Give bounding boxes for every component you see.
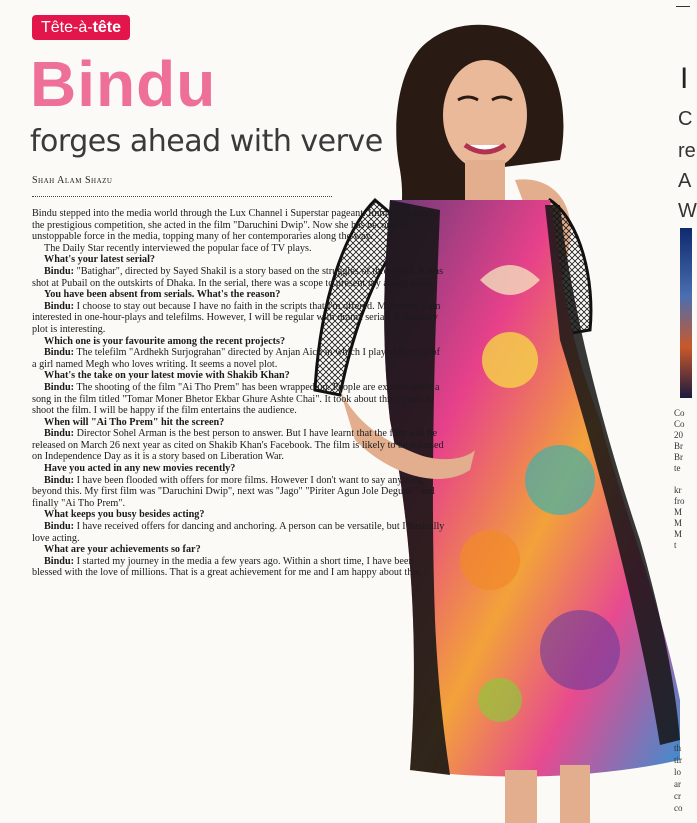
speaker-label: Bindu: (44, 300, 75, 312)
adjacent-bottom-line: ar (674, 779, 681, 789)
interview-answer (32, 347, 445, 370)
adjacent-caption-line: t (674, 540, 677, 550)
answer-text: The shooting of the film "Ai Tho Prem" has been wrapped up. People are excited about a song in the film titled "Tomar Moner Bhetor Ekbar Ghure Ashte Chai". It took about three years to shoot the film. I will be happy if the film entertains the audience. (32, 381, 440, 417)
adjacent-line: C (678, 108, 693, 130)
adjacent-column (668, 0, 697, 823)
speaker-label: Bindu: (44, 265, 75, 277)
speaker-label: Bindu: (44, 474, 75, 486)
adjacent-caption-line: kr (674, 485, 682, 495)
adjacent-bottom-line: th (674, 743, 682, 753)
section-tag (32, 15, 130, 40)
article-body (32, 208, 445, 579)
answer-text: Director Sohel Arman is the best person to answer. But I have learnt that the film will be released on March 26 next year as cited on Shakib Khan's Facebook. The film is likely to be released on Independence Day as it is a story based on Liberation War. (32, 428, 444, 463)
adjacent-caption-line: fro (674, 496, 685, 506)
interview-question: When will "Ai Tho Prem" hit the screen? (44, 416, 225, 428)
adjacent-bottom-line: cr (674, 791, 681, 801)
interview-question: What's your latest serial? (44, 254, 156, 266)
adjacent-caption-line: Co (674, 408, 685, 418)
adjacent-caption-line: 20 (674, 430, 683, 440)
answer-text: "Batighar", directed by Sayed Shakil is a story based on the struggles of three girls. It was shot at Pubail on the outskirts of Dhaka. In the serial, there was a scope to present my acting skills. (32, 265, 444, 289)
answer-text: I started my journey in the media a few years ago. Within a short time, I have been blessed with the love of millions. That is a great achievement for me and I am happy about this. (32, 555, 422, 579)
adjacent-line: A (678, 170, 692, 192)
interview-question: What are your achievements so far? (44, 544, 201, 556)
adjacent-caption-line: Br (674, 441, 683, 451)
interview-question: Have you acted in any new movies recently? (44, 463, 236, 475)
answer-text: I have been flooded with offers for more films. However I don't want to say anything beyond this. My first film was "Daruchini Dwip", next was "Jago" "Piriter Agun Jole Deguun" and finally "Ai Tho Prem". (32, 474, 435, 509)
speaker-label: Bindu: (44, 347, 75, 359)
adjacent-photo-strip (680, 228, 692, 398)
adjacent-caption-line: M (674, 529, 683, 539)
adjacent-caption-line: M (674, 507, 683, 517)
interview-answer (32, 521, 445, 544)
adjacent-headline-letter: I (680, 62, 689, 95)
adjacent-caption-line: Br (674, 452, 683, 462)
interview-answer (32, 475, 445, 510)
adjacent-caption-line: M (674, 518, 683, 528)
speaker-label: Bindu: (44, 428, 75, 440)
interview-question: What's the take on your latest movie with Shakib Khan? (44, 370, 290, 382)
interview-answer (32, 266, 445, 289)
adjacent-line: W (678, 200, 697, 222)
interview-question: What keeps you busy besides acting? (44, 509, 205, 521)
subheadline: forges ahead with verve (30, 124, 383, 159)
section-tag-prefix: Tête-à- (41, 19, 93, 36)
interview-answer (32, 301, 445, 336)
body-paragraph: The Daily Star recently interviewed the popular face of TV plays. (44, 242, 312, 254)
interview-answer (32, 382, 445, 417)
adjacent-bottom-line: tir (674, 755, 682, 765)
byline: Shah Alam Shazu (32, 175, 113, 186)
interview-question: Which one is your favourite among the recent projects? (44, 335, 286, 347)
speaker-label: Bindu: (44, 521, 75, 533)
answer-text: I choose to stay out because I have no faith in the scripts that I'm offered. Moreover, I am interested in one-hour-plays and telefilms. However, I will be regular with drama serials if the story plot is interesting. (32, 300, 441, 335)
headline: Bindu (30, 48, 217, 120)
interview-answer (32, 556, 445, 579)
answer-text: The telefilm "Ardhekh Surjograhan" directed by Anjan Aich in which I played the role of a girl named Megh who loves writing. It seems a novel plot. (32, 347, 441, 370)
adjacent-bottom-line: co (674, 803, 683, 813)
interview-question: You have been absent from serials. What's the reason? (44, 289, 281, 301)
adjacent-caption-line: te (674, 463, 681, 473)
answer-text: I have received offers for dancing and anchoring. A person can be versatile, but I basically love acting. (32, 521, 445, 544)
speaker-label: Bindu: (44, 555, 75, 567)
speaker-label: Bindu: (44, 381, 75, 393)
section-tag-bold: tête (92, 19, 122, 36)
column-dash (676, 6, 690, 7)
adjacent-caption-line: Co (674, 419, 685, 429)
interview-answer (32, 428, 445, 463)
adjacent-line: re (678, 140, 696, 162)
adjacent-bottom-line: lo (674, 767, 682, 777)
body-paragraph: Bindu stepped into the media world through the Lux Channel i Superstar pageant. Immediate after the prestigious competition, she acted in the film "Daruchini Dwip". Now she has become an unstoppable force in the media, topping many of her contemporaries along the way. (32, 208, 433, 243)
